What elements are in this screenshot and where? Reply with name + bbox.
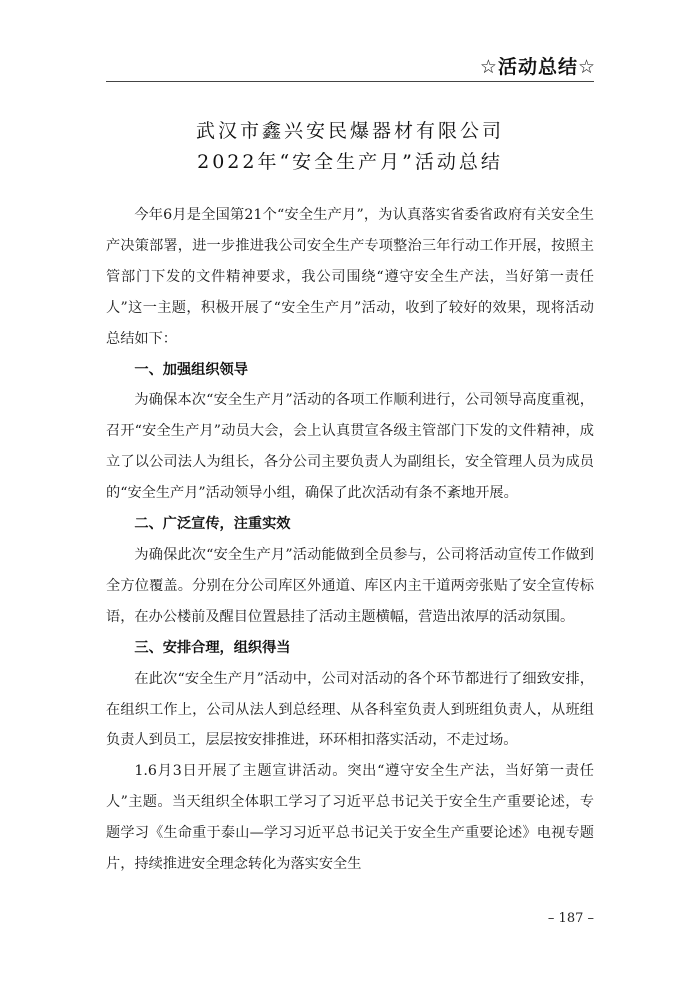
- header-divider: [106, 81, 594, 82]
- numbered-item-1: 1.6月3日开展了主题宣讲活动。突出“遵守安全生产法，当好第一责任人”主题。当天组织全体职工学习了习近平总书记关于安全生产重要论述，专题学习《生命重于泰山—学习习近平总书记关于安全生产重要论述》电视专题片，持续推进安全理念转化为落实安全生: [106, 763, 594, 873]
- intro-paragraph: 今年6月是全国第21个“安全生产月”，为认真落实省委省政府有关安全生产决策部署，进一步推进我公司安全生产专项整治三年行动工作开展，按照主管部门下发的文件精神要求，我公司围绕“遵守安全生产法，当好第一责任人”这一主题，积极开展了“安全生产月”活动，收到了较好的效果，现将活动总结如下：: [106, 207, 594, 347]
- document-body: [106, 200, 594, 880]
- section-header-label: ☆活动总结☆: [479, 56, 596, 78]
- section-paragraph-3: 在此次“安全生产月”活动中，公司对活动的各个环节都进行了细致安排，在组织工作上，公司从法人到总经理、从各科室负责人到班组负责人，从班组负责人到员工，层层按安排推进，环环相扣落实活动，不走过场。: [106, 670, 594, 749]
- section-heading-1: 一、加强组织领导: [134, 361, 248, 378]
- section-paragraph-2: 为确保此次“安全生产月”活动能做到全员参与，公司将活动宣传工作做到全方位覆盖。分别在分公司库区外通道、库区内主干道两旁张贴了安全宣传标语，在办公楼前及醒目位置悬挂了活动主题横幅，营造出浓厚的活动氛围。: [106, 546, 594, 625]
- section-paragraph-1: 为确保本次“安全生产月”活动的各项工作顺利进行，公司领导高度重视，召开“安全生产月”动员大会，会上认真贯宣各级主管部门下发的文件精神，成立了以公司法人为组长，各分公司主要负责人为副组长，安全管理人员为成员的“安全生产月”活动领导小组，确保了此次活动有条不紊地开展。: [106, 392, 594, 502]
- document-title-company: 武汉市鑫兴安民爆器材有限公司: [195, 120, 504, 142]
- section-heading-3: 三、安排合理，组织得当: [134, 639, 291, 656]
- page-number: – 187 –: [547, 911, 594, 926]
- document-title-subject: 2022年“安全生产月”活动总结: [197, 151, 503, 173]
- section-heading-2: 二、广泛宣传，注重实效: [134, 516, 291, 533]
